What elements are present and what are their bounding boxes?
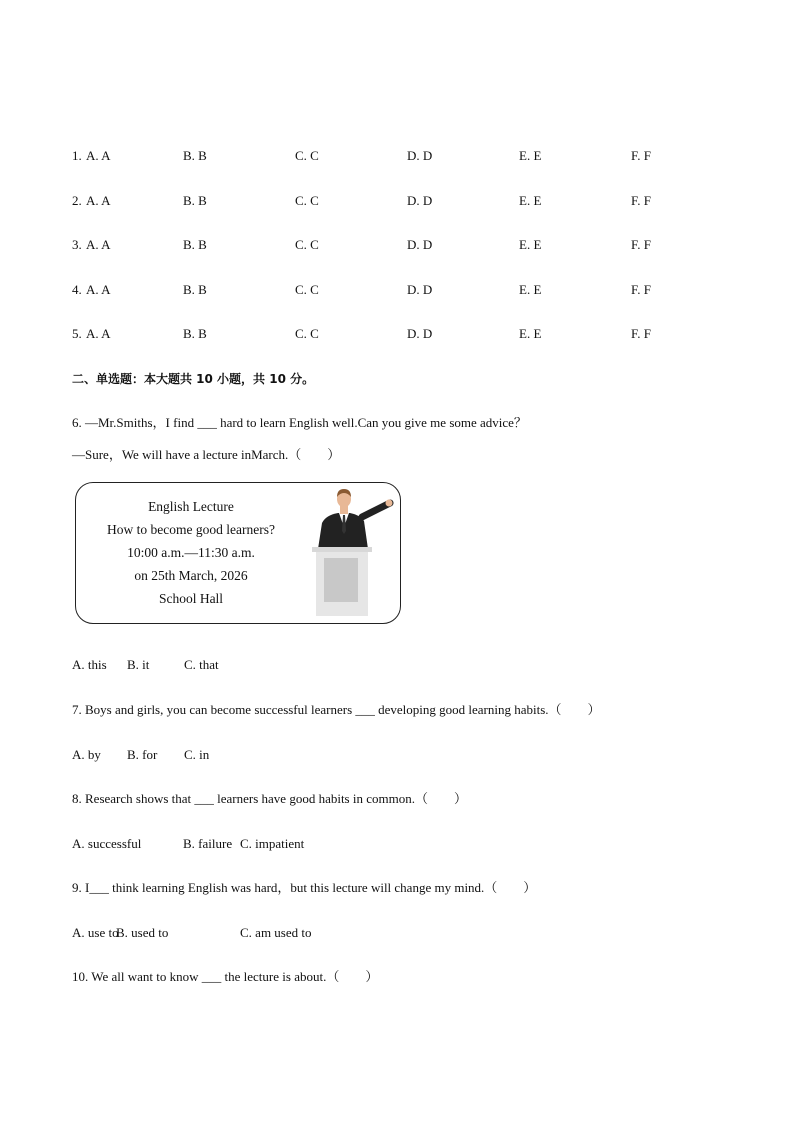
option-e: E. E: [519, 282, 542, 297]
option-c: C. in: [184, 747, 210, 762]
option-b: B. B: [183, 193, 207, 208]
option-f: F. F: [631, 282, 651, 297]
option-a: A. A: [86, 237, 111, 252]
option-e: E. E: [519, 326, 542, 341]
option-a: A. A: [86, 148, 111, 163]
option-b: B. failure: [183, 836, 233, 851]
option-e: E. E: [519, 193, 542, 208]
option-c: C. impatient: [240, 836, 305, 851]
option-f: F. F: [631, 326, 651, 341]
option-c: C. am used to: [240, 925, 312, 940]
option-d: D. D: [407, 148, 433, 163]
poster-time: 10:00 a.m.—11:30 a.m.: [127, 545, 255, 560]
option-d: D. D: [407, 282, 433, 297]
question-7-text: 7. Boys and girls, you can become successful learners ___ developing good learning habits.（ ）: [72, 702, 601, 717]
option-d: D. D: [407, 193, 433, 208]
lecture-poster: [75, 482, 401, 624]
option-a: A. use to: [72, 925, 119, 940]
option-b: B. B: [183, 148, 207, 163]
option-f: F. F: [631, 193, 651, 208]
question-9-text: 9. I___ think learning English was hard，but this lecture will change my mind.（ ）: [72, 880, 537, 895]
option-d: D. D: [407, 326, 433, 341]
option-b: B. it: [127, 657, 150, 672]
poster-date: on 25th March, 2026: [134, 568, 248, 583]
option-b: B. for: [127, 747, 158, 762]
question-number: 5.: [72, 326, 82, 341]
option-c: C. C: [295, 282, 319, 297]
question-10-text: 10. We all want to know ___ the lecture is about.（ ）: [72, 969, 379, 984]
section-heading: 二、单选题：本大题共 10 小题，共 10 分。: [72, 372, 315, 386]
option-b: B. B: [183, 326, 207, 341]
option-e: E. E: [519, 237, 542, 252]
option-b: B. B: [183, 237, 207, 252]
option-a: A. this: [72, 657, 107, 672]
option-e: E. E: [519, 148, 542, 163]
question-number: 2.: [72, 193, 82, 208]
poster-place: School Hall: [158, 591, 224, 606]
question-number: 1.: [72, 148, 82, 163]
poster-subtitle: How to become good learners?: [107, 522, 275, 537]
option-a: A. by: [72, 747, 101, 762]
option-c: C. C: [295, 148, 319, 163]
question-6-reply: —Sure，We will have a lecture inMarch.（ ）: [72, 447, 341, 462]
option-b: B. B: [183, 282, 207, 297]
option-a: A. successful: [72, 836, 142, 851]
option-c: C. C: [295, 326, 319, 341]
option-a: A. A: [86, 326, 111, 341]
question-8-text: 8. Research shows that ___ learners have good habits in common.（ ）: [72, 791, 467, 806]
speaker-at-podium-illustration: [304, 487, 394, 617]
question-number: 4.: [72, 282, 82, 297]
question-number: 3.: [72, 237, 82, 252]
option-b: B. used to: [116, 925, 169, 940]
option-f: F. F: [631, 237, 651, 252]
option-f: F. F: [631, 148, 651, 163]
option-c: C. C: [295, 193, 319, 208]
option-a: A. A: [86, 282, 111, 297]
option-a: A. A: [86, 193, 111, 208]
option-d: D. D: [407, 237, 433, 252]
option-c: C. that: [184, 657, 219, 672]
question-6-text: 6. —Mr.Smiths，I find ___ hard to learn English well.Can you give me some advice？: [72, 415, 527, 430]
option-c: C. C: [295, 237, 319, 252]
poster-title: English Lecture: [148, 499, 234, 514]
